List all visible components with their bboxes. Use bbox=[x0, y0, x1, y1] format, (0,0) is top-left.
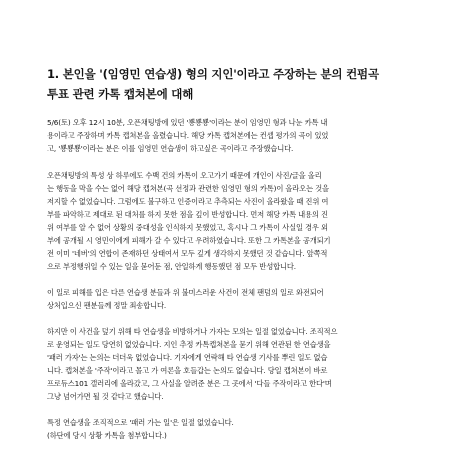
paragraph-line: 부를 파악하고 제대로 된 대처를 하지 못한 점을 깊이 반성합니다. 먼저 해당 카톡 내용의 진 bbox=[47, 210, 328, 219]
paragraph bbox=[47, 416, 414, 442]
paragraph-line: 저지할 수 없었습니다. 그럼에도 불구하고 인증이라고 추측되는 사진이 올라왔을 때 진위 여 bbox=[47, 197, 329, 206]
heading-line: 투표 관련 카톡 캡쳐본에 대해 bbox=[47, 87, 194, 101]
paragraph-line: 용이라고 주장하며 카톡 캡쳐본을 올렸습니다. 해당 카톡 캡쳐본에는 컨셉 평가의 곡이 있었 bbox=[47, 131, 329, 140]
paragraph-line: '패러 가자'는 논의는 더더욱 없었습니다. 기자에게 연락해 타 연습생 기사를 뿌린 일도 없습 bbox=[47, 353, 328, 362]
paragraph-line: 특정 연습생을 조직적으로 '패러 가는 일'은 일절 없었습니다. bbox=[47, 418, 234, 427]
heading-line: 1. 본인을 '(임영민 연습생) 형의 지인'이라고 주장하는 분의 컨펌곡 bbox=[47, 67, 379, 81]
paragraph-line: 하지만 이 사건을 덮기 위해 타 연습생을 비방하거나 가자는 모의는 일절 없었습니다. 조직적으 bbox=[47, 327, 338, 336]
paragraph-line: 는 행동을 막을 수는 없어 해당 캡쳐본(곡 선정과 관련한 임영민 형의 카톡)이 올라오는 것을 bbox=[47, 184, 329, 193]
paragraph-line: 니다. 캡쳐본을 '주작'이라고 몰고 가 여론을 호들갑는 논의도 없습니다. 당일 캡쳐본이 바로 bbox=[47, 366, 328, 375]
paragraph bbox=[47, 325, 414, 403]
paragraph-line: 오픈채팅방의 특성 상 하루에도 수백 건의 카톡이 오고가기 때문에 개인이 사진/글을 올리 bbox=[47, 171, 322, 180]
paragraph-line: 로 운영되는 일도 당연히 없었습니다. 지인 추정 카톡캡쳐본을 묻기 위해 연관된 한 연습생을 bbox=[47, 340, 331, 349]
paragraph-line: 위 여부를 알 수 없어 상황의 중대성을 인식하지 못했었고, 혹시나 그 카톡이 사실일 경우 외 bbox=[47, 223, 328, 232]
paragraph bbox=[47, 116, 414, 155]
paragraph-line: 프로듀스101 갤러리에 올라갔고, 그 사실을 알려준 분은 그 곳에서 '다들 주작이라고 한다'며 bbox=[47, 379, 332, 388]
paragraph bbox=[47, 169, 414, 273]
paragraph-line: 그냥 넘어가면 될 것 같다고 했습니다. bbox=[47, 392, 164, 401]
paragraph bbox=[47, 286, 414, 312]
paragraph-line: (하단에 당시 상황 카톡을 첨부합니다.) bbox=[47, 431, 167, 440]
paragraph-line: 고, '뿅뿅뿅'이라는 분은 이를 임영민 연습생이 하고싶은 곡이라고 주장했습니다. bbox=[47, 144, 294, 153]
paragraph-line: 전 이미 '네버'의 연합이 존재하던 상태여서 모두 깊게 생각하지 못했던 것 같습니다. 앞쪽적 bbox=[47, 249, 328, 258]
paragraph-line: 5/6(토) 오후 12시 10분, 오픈채팅방에 있던 '뿅뿅뿅'이라는 분이 임영민 형과 나눈 카톡 내 bbox=[47, 118, 328, 127]
paragraph-line: 부에 공개될 시 영민이에게 피해가 갈 수 있다고 우려하였습니다. 또한 그 카톡본을 공개되기 bbox=[47, 236, 331, 245]
paragraph-line: 이 일로 피해를 입은 다른 연습생 분들과 위 불미스러운 사건이 전체 팬덤의 일로 와전되어 bbox=[47, 288, 324, 297]
section-heading bbox=[47, 64, 414, 104]
paragraph-line: 으로 부정행위일 수 있는 일을 묻어둔 점, 안일하게 행동했던 점 모두 반성합니다. bbox=[47, 262, 296, 271]
paragraph-line: 상처입으신 팬분들께 정말 죄송합니다. bbox=[47, 301, 167, 310]
